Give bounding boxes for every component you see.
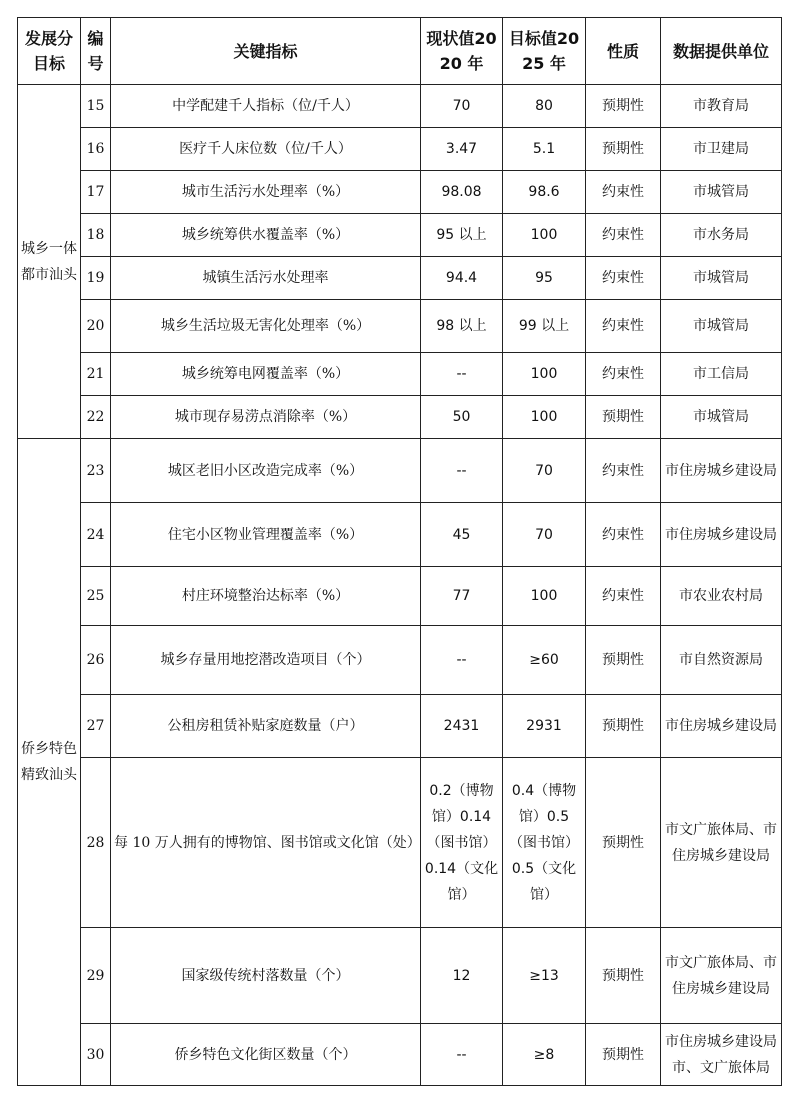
table-row [18, 85, 782, 128]
row-unit: 市住房城乡建设局 [661, 439, 782, 503]
row-nature: 预期性 [586, 396, 661, 439]
row-unit: 市自然资源局 [661, 626, 782, 695]
row-nature: 约束性 [586, 171, 661, 214]
row-current: 45 [421, 503, 503, 567]
row-nature: 预期性 [586, 1024, 661, 1086]
table-row [18, 353, 782, 396]
row-current: 98.08 [421, 171, 503, 214]
row-indicator: 城镇生活污水处理率 [111, 257, 421, 300]
row-indicator: 城市现存易涝点消除率（%） [111, 396, 421, 439]
row-unit: 市文广旅体局、市住房城乡建设局 [661, 928, 782, 1024]
table-row [18, 257, 782, 300]
row-current: 98 以上 [421, 300, 503, 353]
row-indicator: 医疗千人床位数（位/千人） [111, 128, 421, 171]
row-nature: 约束性 [586, 257, 661, 300]
row-number: 21 [81, 353, 111, 396]
row-target: 100 [503, 214, 586, 257]
header-group: 发展分目标 [18, 18, 81, 85]
row-indicator: 中学配建千人指标（位/千人） [111, 85, 421, 128]
row-nature: 预期性 [586, 695, 661, 758]
row-number: 20 [81, 300, 111, 353]
group-label: 侨乡特色精致汕头 [18, 439, 81, 1086]
table-row [18, 758, 782, 928]
row-number: 29 [81, 928, 111, 1024]
row-unit: 市住房城乡建设局 [661, 695, 782, 758]
table-row [18, 626, 782, 695]
row-current: 70 [421, 85, 503, 128]
header-indicator: 关键指标 [111, 18, 421, 85]
row-target: 100 [503, 396, 586, 439]
table-row [18, 928, 782, 1024]
row-current: 95 以上 [421, 214, 503, 257]
header-current-value: 现状值2020 年 [421, 18, 503, 85]
row-nature: 预期性 [586, 85, 661, 128]
row-target: 70 [503, 503, 586, 567]
row-unit: 市城管局 [661, 300, 782, 353]
row-current: 2431 [421, 695, 503, 758]
row-target: 100 [503, 567, 586, 626]
row-current: -- [421, 353, 503, 396]
row-nature: 约束性 [586, 300, 661, 353]
table-row [18, 503, 782, 567]
indicator-table [17, 17, 782, 1086]
row-indicator: 城乡统筹电网覆盖率（%） [111, 353, 421, 396]
row-number: 16 [81, 128, 111, 171]
row-current: -- [421, 439, 503, 503]
row-indicator: 城乡存量用地挖潜改造项目（个） [111, 626, 421, 695]
row-nature: 预期性 [586, 626, 661, 695]
table-row [18, 695, 782, 758]
row-number: 30 [81, 1024, 111, 1086]
group-label: 城乡一体都市汕头 [18, 85, 81, 439]
row-nature: 约束性 [586, 214, 661, 257]
header-nature: 性质 [586, 18, 661, 85]
row-indicator: 侨乡特色文化街区数量（个） [111, 1024, 421, 1086]
row-nature: 约束性 [586, 353, 661, 396]
row-indicator: 国家级传统村落数量（个） [111, 928, 421, 1024]
table-row [18, 439, 782, 503]
row-indicator: 城乡生活垃圾无害化处理率（%） [111, 300, 421, 353]
row-target: 5.1 [503, 128, 586, 171]
row-number: 27 [81, 695, 111, 758]
header-row [18, 18, 782, 85]
row-unit: 市住房城乡建设局 [661, 503, 782, 567]
row-target: ≥13 [503, 928, 586, 1024]
row-target: 80 [503, 85, 586, 128]
row-indicator: 公租房租赁补贴家庭数量（户） [111, 695, 421, 758]
row-indicator: 村庄环境整治达标率（%） [111, 567, 421, 626]
row-number: 22 [81, 396, 111, 439]
row-number: 19 [81, 257, 111, 300]
row-current: -- [421, 1024, 503, 1086]
row-number: 25 [81, 567, 111, 626]
row-target: 0.4（博物馆）0.5（图书馆）0.5（文化馆） [503, 758, 586, 928]
row-unit: 市城管局 [661, 396, 782, 439]
row-target: 100 [503, 353, 586, 396]
row-target: 70 [503, 439, 586, 503]
row-unit: 市文广旅体局、市住房城乡建设局 [661, 758, 782, 928]
row-indicator: 住宅小区物业管理覆盖率（%） [111, 503, 421, 567]
row-nature: 预期性 [586, 758, 661, 928]
table-row [18, 128, 782, 171]
row-nature: 约束性 [586, 503, 661, 567]
table-row [18, 171, 782, 214]
row-unit: 市城管局 [661, 171, 782, 214]
row-number: 17 [81, 171, 111, 214]
table-row [18, 396, 782, 439]
row-current: 50 [421, 396, 503, 439]
row-indicator: 城区老旧小区改造完成率（%） [111, 439, 421, 503]
header-number: 编号 [81, 18, 111, 85]
row-current: 3.47 [421, 128, 503, 171]
header-data-unit: 数据提供单位 [661, 18, 782, 85]
row-number: 24 [81, 503, 111, 567]
row-nature: 约束性 [586, 439, 661, 503]
row-current: 77 [421, 567, 503, 626]
row-unit: 市城管局 [661, 257, 782, 300]
row-target: 2931 [503, 695, 586, 758]
row-target: 95 [503, 257, 586, 300]
table-row [18, 214, 782, 257]
row-target: 98.6 [503, 171, 586, 214]
row-nature: 约束性 [586, 567, 661, 626]
row-unit: 市住房城乡建设局市、文广旅体局 [661, 1024, 782, 1086]
row-number: 15 [81, 85, 111, 128]
row-target: ≥60 [503, 626, 586, 695]
row-current: -- [421, 626, 503, 695]
row-current: 94.4 [421, 257, 503, 300]
header-target-value: 目标值2025 年 [503, 18, 586, 85]
row-current: 0.2（博物馆）0.14（图书馆）0.14（文化馆） [421, 758, 503, 928]
row-unit: 市卫建局 [661, 128, 782, 171]
row-unit: 市农业农村局 [661, 567, 782, 626]
table-row [18, 1024, 782, 1086]
row-unit: 市工信局 [661, 353, 782, 396]
row-number: 18 [81, 214, 111, 257]
row-unit: 市水务局 [661, 214, 782, 257]
row-number: 28 [81, 758, 111, 928]
row-target: 99 以上 [503, 300, 586, 353]
row-number: 23 [81, 439, 111, 503]
row-indicator: 城乡统筹供水覆盖率（%） [111, 214, 421, 257]
row-unit: 市教育局 [661, 85, 782, 128]
row-indicator: 每 10 万人拥有的博物馆、图书馆或文化馆（处） [111, 758, 421, 928]
table-row [18, 300, 782, 353]
row-target: ≥8 [503, 1024, 586, 1086]
row-current: 12 [421, 928, 503, 1024]
row-nature: 预期性 [586, 928, 661, 1024]
row-indicator: 城市生活污水处理率（%） [111, 171, 421, 214]
table-row [18, 567, 782, 626]
row-nature: 预期性 [586, 128, 661, 171]
row-number: 26 [81, 626, 111, 695]
